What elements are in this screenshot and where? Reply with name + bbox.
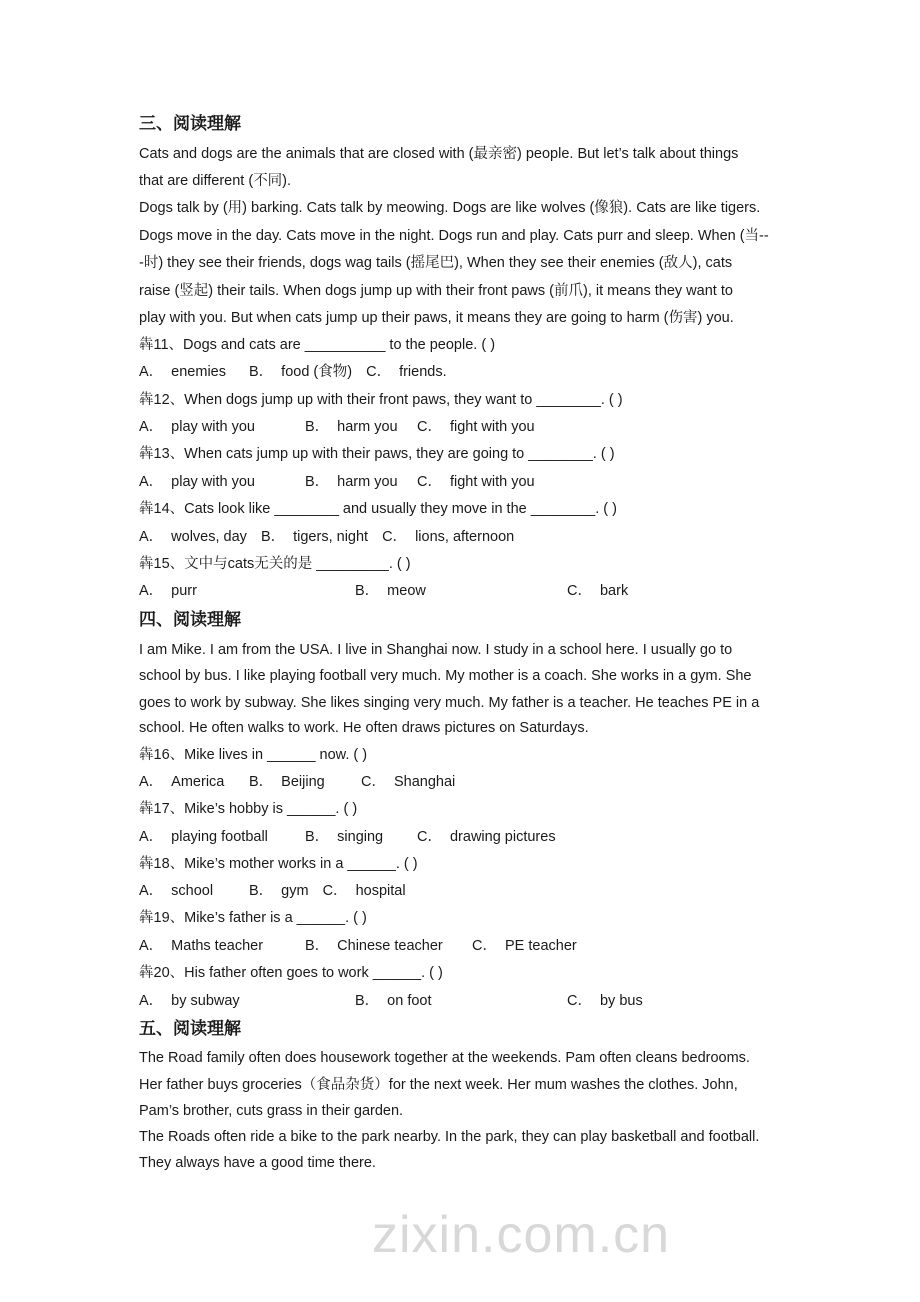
question-stem: 犇12、When dogs jump up with their front paws, they want to ________. ( ) (139, 392, 623, 408)
section-heading: 四、阅读理解 (139, 610, 241, 630)
option-text: fight with you (449, 419, 535, 435)
option-text: Shanghai (393, 774, 456, 790)
option-letter: B． (249, 883, 274, 899)
answer-option[interactable] (139, 827, 268, 847)
answer-option[interactable] (417, 472, 535, 492)
answer-option[interactable] (249, 772, 325, 792)
question-stem: 犇18、Mike’s mother works in a ______. ( ) (139, 856, 418, 872)
passage-line: that are different (不同). (139, 173, 292, 189)
answer-option[interactable] (139, 472, 255, 492)
option-letter: C． (417, 829, 442, 845)
passage-line: play with you. But when cats jump up their paws, it means they are going to harm (伤害) you. (139, 310, 734, 326)
answer-option[interactable] (417, 827, 556, 847)
passage-line: The Roads often ride a bike to the park nearby. In the park, they can play basketball and football. (139, 1129, 760, 1145)
passage-line: Pam’s brother, cuts grass in their garden. (139, 1103, 404, 1119)
answer-option[interactable] (139, 417, 255, 437)
answer-option[interactable] (366, 362, 447, 382)
option-letter: C． (567, 993, 592, 1009)
option-text: Chinese teacher (337, 938, 443, 954)
option-letter: C． (366, 364, 392, 380)
answer-option[interactable] (355, 581, 426, 601)
option-text: food (食物) (281, 364, 353, 380)
option-letter: B． (355, 583, 380, 599)
option-letter: C． (472, 938, 497, 954)
answer-option[interactable] (305, 936, 443, 956)
passage-line: Cats and dogs are the animals that are closed with (最亲密) people. But let’s talk about things (139, 146, 739, 162)
option-letter: B． (249, 364, 274, 380)
answer-option[interactable] (305, 472, 398, 492)
answer-option[interactable] (567, 991, 643, 1011)
answer-option[interactable] (249, 362, 352, 382)
answer-option[interactable] (567, 581, 628, 601)
option-letter: A． (139, 938, 164, 954)
option-letter: A． (139, 774, 164, 790)
question-stem: 犇13、When cats jump up with their paws, they are going to ________. ( ) (139, 446, 615, 462)
option-text: singing (337, 829, 384, 845)
option-letter: C． (382, 529, 408, 545)
option-letter: C． (567, 583, 592, 599)
answer-option[interactable] (249, 881, 309, 901)
question-stem: 犇15、文中与cats无关的是 _________. ( ) (139, 556, 411, 572)
option-letter: C． (417, 419, 442, 435)
option-text: harm you (337, 474, 398, 490)
option-text: purr (171, 583, 197, 599)
option-text: Beijing (281, 774, 325, 790)
option-letter: A． (139, 993, 164, 1009)
answer-option[interactable] (323, 881, 406, 901)
option-letter: C． (361, 774, 386, 790)
answer-option[interactable] (472, 936, 577, 956)
option-text: wolves, day (171, 529, 247, 545)
passage-line: The Road family often does housework together at the weekends. Pam often cleans bedrooms. (139, 1050, 750, 1066)
option-text: America (171, 774, 225, 790)
passage-line: Dogs move in the day. Cats move in the night. Dogs run and play. Cats purr and sleep. When (当-- (139, 228, 769, 244)
option-text: by subway (171, 993, 240, 1009)
answer-option[interactable] (382, 527, 514, 547)
option-text: Maths teacher (171, 938, 264, 954)
passage-line: Her father buys groceries（食品杂货）for the next week. Her mum washes the clothes. John, (139, 1077, 738, 1093)
option-text: play with you (171, 474, 255, 490)
section-heading: 三、阅读理解 (139, 114, 241, 134)
option-text: meow (387, 583, 426, 599)
option-text: school (171, 883, 214, 899)
answer-option[interactable] (139, 527, 247, 547)
option-text: gym (281, 883, 309, 899)
option-letter: B． (260, 529, 286, 545)
option-letter: A． (139, 529, 164, 545)
watermark: zixin.com.cn (372, 1206, 671, 1264)
option-text: fight with you (449, 474, 535, 490)
question-stem: 犇20、His father often goes to work ______. ( ) (139, 965, 443, 981)
option-letter: A． (139, 419, 164, 435)
option-text: hospital (355, 883, 406, 899)
option-text: harm you (337, 419, 398, 435)
answer-option[interactable] (417, 417, 535, 437)
question-stem: 犇11、Dogs and cats are __________ to the people. ( ) (139, 337, 496, 353)
option-letter: A． (139, 583, 164, 599)
option-text: friends. (399, 364, 447, 380)
answer-option[interactable] (139, 936, 263, 956)
option-letter: A． (139, 474, 164, 490)
passage-line: school by bus. I like playing football very much. My mother is a coach. She works in a gym. She (139, 668, 752, 684)
option-text: lions, afternoon (415, 529, 515, 545)
option-letter: B． (305, 829, 330, 845)
passage-line: goes to work by subway. She likes singing very much. My father is a teacher. He teaches PE in a (139, 695, 760, 711)
question-stem: 犇17、Mike’s hobby is ______. ( ) (139, 801, 358, 817)
option-text: drawing pictures (449, 829, 556, 845)
passage-line: I am Mike. I am from the USA. I live in Shanghai now. I study in a school here. I usually go to (139, 642, 733, 658)
option-letter: B． (249, 774, 274, 790)
option-letter: A． (139, 829, 164, 845)
passage-line: raise (竖起) their tails. When dogs jump up with their front paws (前爪), it means they want to (139, 283, 733, 299)
answer-option[interactable] (305, 827, 383, 847)
option-letter: B． (305, 419, 330, 435)
question-stem: 犇19、Mike’s father is a ______. ( ) (139, 910, 367, 926)
section-heading: 五、阅读理解 (139, 1019, 241, 1039)
passage-line: school. He often walks to work. He often draws pictures on Saturdays. (139, 720, 589, 736)
option-text: by bus (599, 993, 643, 1009)
option-text: enemies (171, 364, 226, 380)
answer-option[interactable] (261, 527, 368, 547)
option-text: playing football (171, 829, 268, 845)
answer-option[interactable] (361, 772, 455, 792)
option-text: bark (599, 583, 629, 599)
answer-option[interactable] (139, 772, 224, 792)
answer-option[interactable] (139, 581, 197, 601)
answer-option[interactable] (139, 881, 213, 901)
question-stem: 犇16、Mike lives in ______ now. ( ) (139, 747, 368, 763)
option-letter: A． (139, 364, 164, 380)
passage-line: -时) they see their friends, dogs wag tails (摇尾巴), When they see their enemies (敌人), cats (139, 255, 733, 271)
option-letter: B． (305, 938, 330, 954)
option-letter: B． (305, 474, 330, 490)
option-letter: B． (355, 993, 380, 1009)
option-letter: C． (417, 474, 442, 490)
answer-option[interactable] (139, 991, 240, 1011)
option-text: play with you (171, 419, 255, 435)
answer-option[interactable] (305, 417, 398, 437)
answer-option[interactable] (139, 362, 226, 382)
option-text: tigers, night (293, 529, 369, 545)
option-letter: A． (139, 883, 164, 899)
option-text: PE teacher (504, 938, 577, 954)
passage-line: Dogs talk by (用) barking. Cats talk by meowing. Dogs are like wolves (像狼). Cats are like tigers. (139, 200, 761, 216)
passage-line: They always have a good time there. (139, 1155, 376, 1171)
question-stem: 犇14、Cats look like ________ and usually they move in the ________. ( ) (139, 501, 617, 517)
option-text: on foot (387, 993, 432, 1009)
option-letter: C． (322, 883, 348, 899)
answer-option[interactable] (355, 991, 432, 1011)
